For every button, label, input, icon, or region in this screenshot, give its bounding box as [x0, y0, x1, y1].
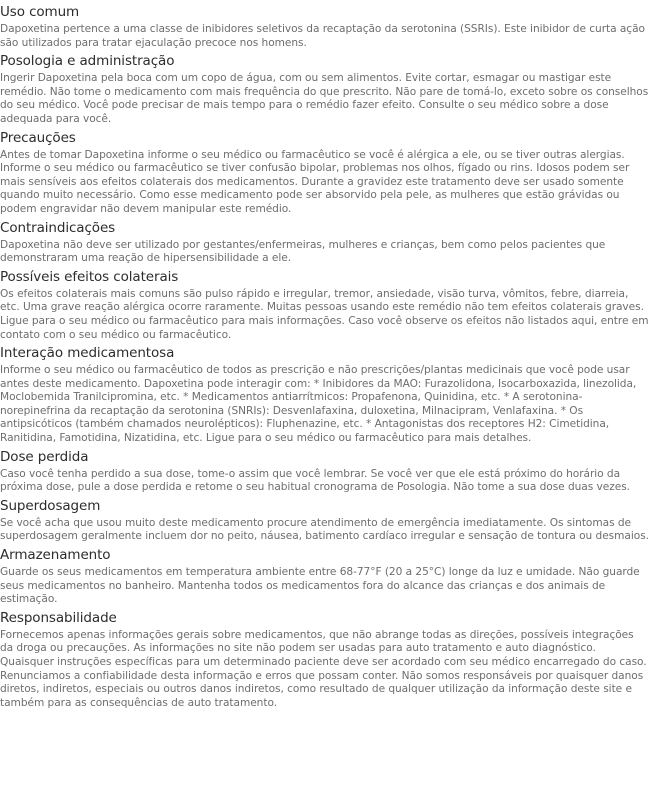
- section-title-interacao: Interação medicamentosa: [0, 345, 175, 362]
- section-title-precaucoes: Precauções: [0, 129, 76, 146]
- section-text-armazenamento: Guarde os seus medicamentos em temperatura ambiente entre 68-77°F (20 a 25°C) longe da luz e umidade. Não guarde seus medicamentos no banheiro. Mantenha todos os medicamentos fora do alcance das crianças e dos animais de estimação.: [0, 566, 640, 606]
- section-title-armazenamento: Armazenamento: [0, 547, 111, 564]
- section-title-dose-perdida: Dose perdida: [0, 448, 89, 465]
- section-title-responsabilidade: Responsabilidade: [0, 609, 117, 626]
- section-text-uso-comum: Dapoxetina pertence a uma classe de inibidores seletivos da recaptação da serotonina (SSRIs). Este inibidor de curta ação são utilizados para tratar ejaculação precoce nos homens.: [0, 23, 645, 49]
- section-title-efeitos-colaterais: Possíveis efeitos colaterais: [0, 268, 179, 285]
- section-title-posologia: Posologia e administração: [0, 53, 175, 70]
- section-text-superdosagem: Se você acha que usou muito deste medicamento procure atendimento de emergência imediatamente. Os sintomas de superdosagem geralmente incluem dor no peito, náusea, batimento cardíaco irregular e sensação de tontura ou desmaios.: [0, 516, 649, 543]
- section-text-contraindicacoes: Dapoxetina não deve ser utilizado por gestantes/enfermeiras, mulheres e crianças, bem como pelos pacientes que demonstraram uma reação de hipersensibilidade a ele.: [0, 238, 606, 265]
- section-title-superdosagem: Superdosagem: [0, 497, 101, 514]
- section-title-contraindicacoes: Contraindicações: [0, 219, 116, 236]
- section-text-dose-perdida: Caso você tenha perdido a sua dose, tome-o assim que você lembrar. Se você ver que ele está próximo do horário da próxima dose, pule a dose perdida e retome o seu habitual cronograma de Posologia. Não tome a sua dose duas vezes.: [0, 467, 630, 494]
- section-text-responsabilidade: Fornecemos apenas informações gerais sobre medicamentos, que não abrange todas as direções, possíveis integrações da droga ou precauções. As informações no site não podem ser usadas para auto tratamento e auto diagnóstico. Quaisquer instruções específicas para um determinado paciente deve ser acordado com seu médico encarregado do caso. Renunciamos a confiabilidade desta informação e erros que possam conter. Não somos responsáveis por quaisquer danos diretos, indiretos, especiais ou outros danos indiretos, como resultado de qualquer utilização da informação deste site e também para as consequências de auto tratamento.: [0, 628, 647, 709]
- section-text-precaucoes: Antes de tomar Dapoxetina informe o seu médico ou farmacêutico se você é alérgica a ele, ou se tiver outras alergias. Informe o seu médico ou farmacêutico se tiver confusão bipolar, problemas nos olhos, fígado ou rins. Idosos podem ser mais sensíveis aos efeitos colaterais dos medicamentos. Durante a gravidez este tratamento deve ser usado somente quando muito necessário. Como esse medicamento pode ser absorvido pela pele, as mulheres que estão grávidas ou podem engravidar não devem manipular este remédio.: [0, 148, 630, 215]
- section-text-interacao: Informe o seu médico ou farmacêutico de todos as prescrição e não prescrições/plantas medicinais que você pode usar antes deste medicamento. Dapoxetina pode interagir com: * Inibidores da MAO: Furazolidona, Isocarboxazida, linezolida, Moclobemida Tranilcipromina, etc. * Medicamentos antiarrítmicos: Propafenona, Quinidina, etc. * A serotonina-norepinefrina da recaptação da serotonina (SNRIs): Desvenlafaxina, duloxetina, Milnacipram, Venlafaxina. * Os antipsicóticos (também chamados neurolépticos): Fluphenazine, etc. * Antagonistas dos receptores H2: Cimetidina, Ranitidina, Famotidina, Nizatidina, etc. Ligue para o seu médico ou farmacêutico para mais detalhes.: [0, 364, 637, 445]
- section-title-uso-comum: Uso comum: [0, 4, 80, 20]
- section-text-posologia: Ingerir Dapoxetina pela boca com um copo de água, com ou sem alimentos. Evite cortar, esmagar ou mastigar este remédio. Não tome o medicamento com mais frequência do que prescrito. Não pare de tomá-lo, exceto sobre os conselhos do seu médico. Você pode precisar de mais tempo para o remédio fazer efeito. Consulte o seu médico sobre a dose adequada para você.: [0, 72, 649, 125]
- section-text-efeitos-colaterais: Os efeitos colaterais mais comuns são pulso rápido e irregular, tremor, ansiedade, visão turva, vômitos, febre, diarreia, etc. Uma grave reação alérgica ocorre raramente. Muitas pessoas usando este remédio não tem efeitos colaterais graves. Ligue para o seu médico ou farmacêutico para mais informações. Caso você observe os efeitos não listados aqui, entre em contato com o seu médico ou farmacêutico.: [0, 287, 649, 341]
